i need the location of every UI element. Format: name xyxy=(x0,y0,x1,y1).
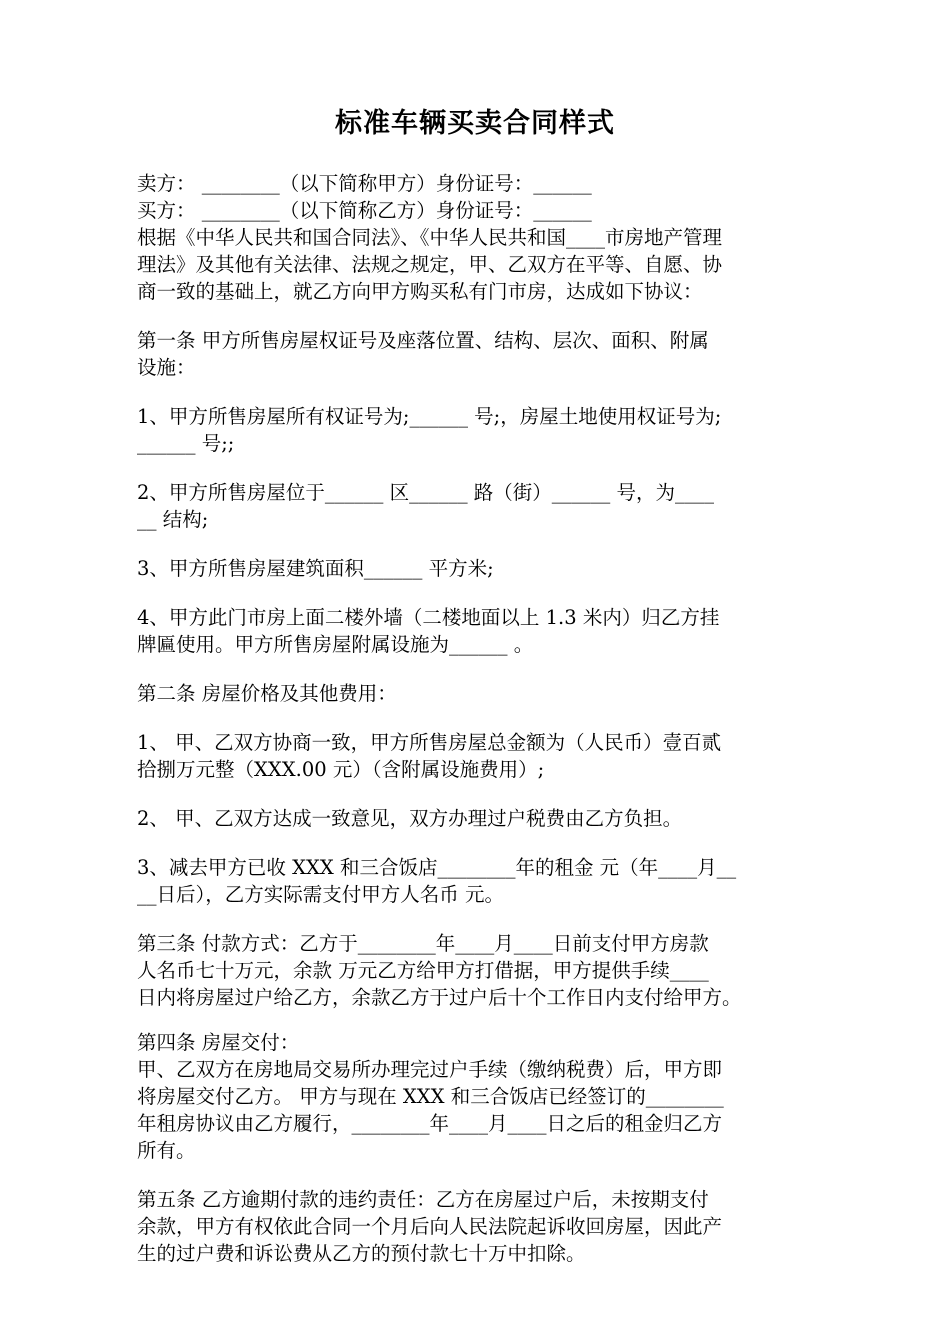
article-3-line: 人名币七十万元，余款 万元乙方给甲方打借据，甲方提供手续____ xyxy=(137,959,709,982)
clause-line: 1、 甲、乙双方协商一致，甲方所售房屋总金额为（人民币）壹百贰 xyxy=(137,731,722,754)
contract-body xyxy=(137,170,817,1267)
article-5-line: 余款，甲方有权依此合同一个月后向人民法院起诉收回房屋，因此产 xyxy=(137,1215,723,1238)
document-title: 标准车辆买卖合同样式 xyxy=(335,108,615,139)
clause-line: ______ 号;; xyxy=(137,432,235,455)
preamble-line: 根据《中华人民共和国合同法》、《中华人民共和国____市房地产管理 xyxy=(137,226,723,249)
clause-line: 2、甲方所售房屋位于______ 区______ 路（街）______ 号，为____ xyxy=(137,481,715,504)
clause-line: 1、甲方所售房屋所有权证号为;______ 号;，房屋土地使用权证号为; xyxy=(137,405,722,428)
article-3-line: 日内将房屋过户给乙方，余款乙方于过户后十个工作日内支付给甲方。 xyxy=(137,986,742,1009)
seller-line: 卖方： ________（以下简称甲方）身份证号：______ xyxy=(137,172,592,195)
article-4-heading: 第四条 房屋交付： xyxy=(137,1031,300,1054)
article-4-line: 甲、乙双方在房地局交易所办理完过户手续（缴纳税费）后，甲方即 xyxy=(137,1058,723,1081)
clause-line: 拾捌万元整（XXX.00 元）（含附属设施费用）; xyxy=(137,758,545,781)
clause-line: 4、甲方此门市房上面二楼外墙（二楼地面以上 1.3 米内）归乙方挂 xyxy=(137,606,720,629)
clause-line: 3、甲方所售房屋建筑面积______ 平方米; xyxy=(137,557,494,580)
article-2-heading: 第二条 房屋价格及其他费用： xyxy=(137,682,397,705)
clause-line: __ 结构; xyxy=(137,508,209,531)
article-3-line: 第三条 付款方式：乙方于________年____月____日前支付甲方房款 xyxy=(137,932,709,955)
clause-line: 2、 甲、乙双方达成一致意见，双方办理过户税费由乙方负担。 xyxy=(137,807,683,830)
preamble-line: 理法》及其他有关法律、法规之规定，甲、乙双方在平等、自愿、协 xyxy=(137,253,723,276)
article-5-line: 生的过户费和诉讼费从乙方的预付款七十万中扣除。 xyxy=(137,1242,586,1265)
article-4-line: 将房屋交付乙方。 甲方与现在 XXX 和三合饭店已经签订的________ xyxy=(137,1085,724,1108)
buyer-line: 买方： ________（以下简称乙方）身份证号：______ xyxy=(137,199,592,222)
article-4-line: 年租房协议由乙方履行，________年____月____日之后的租金归乙方 xyxy=(137,1112,723,1135)
article-1-heading: 设施： xyxy=(137,356,196,379)
clause-line: __日后），乙方实际需支付甲方人名币 元。 xyxy=(137,883,504,906)
article-4-line: 所有。 xyxy=(137,1139,196,1162)
preamble-line: 商一致的基础上，就乙方向甲方购买私有门市房，达成如下协议： xyxy=(137,280,703,303)
article-5-line: 第五条 乙方逾期付款的违约责任：乙方在房屋过户后，未按期支付 xyxy=(137,1188,709,1211)
clause-line: 牌匾使用。甲方所售房屋附属设施为______ 。 xyxy=(137,633,534,656)
clause-line: 3、减去甲方已收 XXX 和三合饭店________年的租金 元（年____月__ xyxy=(137,856,737,879)
article-1-heading: 第一条 甲方所售房屋权证号及座落位置、结构、层次、面积、附属 xyxy=(137,329,709,352)
